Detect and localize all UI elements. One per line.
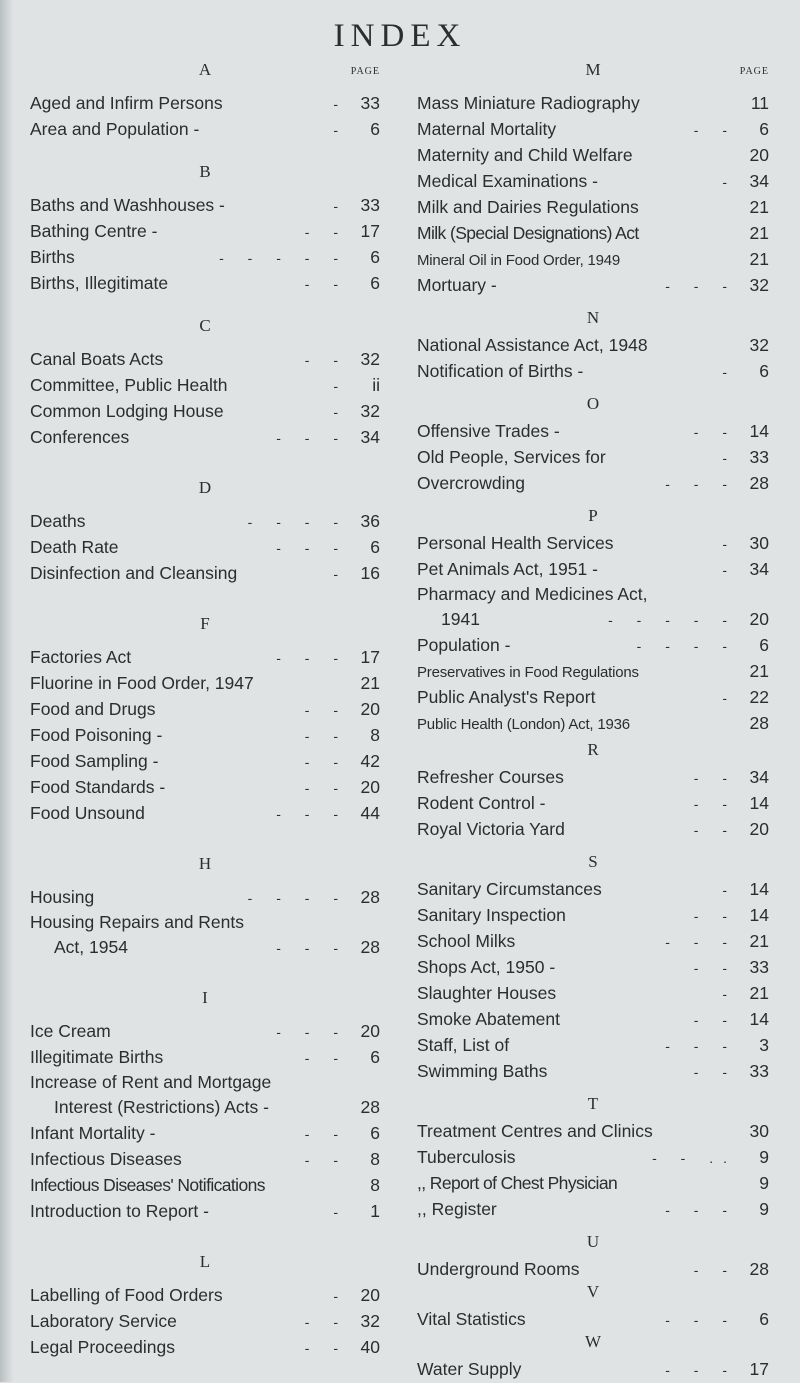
index-entry [417,1256,769,1282]
index-entry [30,1172,380,1198]
entry-leader: - [333,404,348,420]
entry-label: Death Rate [30,537,119,557]
entry-label: Mortuary - [417,275,497,295]
page-column-label: PAGE [739,66,769,77]
entry-label: Tuberculosis [417,1147,516,1167]
entry-leader: - [722,562,737,578]
entry-label: Royal Victoria Yard [417,819,565,839]
entry-label: Infectious Diseases [30,1149,182,1169]
section-letter: A [198,60,212,79]
index-entry [417,1170,769,1196]
entry-label: Medical Examinations - [417,171,598,191]
entry-leader: - - [304,1314,348,1330]
entry-label: National Assistance Act, 1948 [417,335,648,355]
entry-leader: - - - [665,1202,737,1218]
entry-label: Swimming Baths [417,1061,548,1081]
entry-label: Laboratory Service [30,1311,177,1331]
page-title: INDEX [333,18,467,54]
entry-leader: - - [304,1126,348,1142]
entry-leader: - - - [276,806,348,822]
entry-page: 11 [750,93,769,113]
index-entry [30,534,380,560]
section-letter-v: V [586,1282,600,1301]
section-letter-i: I [202,988,208,1007]
index-entry [30,508,380,534]
index-entry [30,1146,380,1172]
entry-page: 17 [749,1359,769,1379]
entry-leader: - - - - [247,890,348,906]
entry-page: 28 [360,937,380,957]
entry-leader: - - [693,424,737,440]
entry-page: 20 [749,145,769,165]
entry-page: 1 [370,1201,380,1221]
index-entry [30,90,380,116]
index-entry [417,1306,769,1332]
entry-leader: - - - [276,540,348,556]
entry-page: 6 [759,119,769,139]
entry-label: Milk and Dairies Regulations [417,197,639,217]
entry-page: 8 [370,1149,380,1169]
entry-label: Smoke Abatement [417,1009,560,1029]
entry-leader: - - [693,796,737,812]
section-letter-c: C [199,316,211,335]
entry-label: Population - [417,635,511,655]
entry-page: 8 [370,1175,380,1195]
index-entry [417,1196,769,1222]
entry-label: Mass Miniature Radiography [417,93,640,113]
entry-label: Refresher Courses [417,767,564,787]
index-entry [417,658,769,684]
entry-page: 33 [360,195,380,215]
index-entry [417,246,769,272]
index-entry [417,444,769,470]
index-entry [30,1334,380,1360]
entry-page: 6 [370,1123,380,1143]
entry-label: Offensive Trades - [417,421,560,441]
entry-page: 6 [370,247,380,267]
section-letter-p: P [588,506,598,525]
entry-page: 28 [749,713,769,733]
entry-leader: - - [304,276,348,292]
index-entry [30,1044,380,1070]
entry-label: ,, Register [417,1199,497,1219]
entry-leader: - [333,122,348,138]
entry-page: 20 [749,819,769,839]
entry-page: 32 [749,335,769,355]
entry-label: Vital Statistics [417,1309,526,1329]
index-entry [30,270,380,296]
right-column [417,60,769,1382]
entry-leader: - - - [276,430,348,446]
entry-label: Common Lodging House [30,401,224,421]
entry-label: School Milks [417,931,516,951]
index-entry [417,684,769,710]
index-entry [417,418,769,444]
entry-label: Ice Cream [30,1021,111,1041]
entry-leader: - - [304,1050,348,1066]
entry-leader: - - [693,1064,737,1080]
entry-label: Preservatives in Food Regulations [417,664,639,681]
entry-leader: - [722,536,737,552]
entry-label: Introduction to Report - [30,1201,209,1221]
entry-leader: - - - [665,1038,737,1054]
index-entry [417,928,769,954]
index-entry [30,1308,380,1334]
section-header-m [417,60,769,90]
entry-page: 17 [360,221,380,241]
entry-leader: - - [693,770,737,786]
entry-page: 33 [749,957,769,977]
index-entry [30,670,380,696]
entry-leader: - - [304,224,348,240]
entry-page: 32 [749,275,769,295]
index-entry [417,902,769,928]
entry-label: Illegitimate Births [30,1047,164,1067]
entry-label: Overcrowding [417,473,525,493]
index-entry [417,1356,769,1382]
entry-leader: - - [693,1012,737,1028]
index-entry [30,910,380,934]
entry-label: Sanitary Inspection [417,905,566,925]
entry-page: 20 [360,699,380,719]
section-letter-h: H [198,854,212,873]
entry-label: Interest (Restrictions) Acts - [54,1097,269,1117]
entry-leader: - - [693,908,737,924]
entry-leader: - - [304,352,348,368]
entry-label: Labelling of Food Orders [30,1285,223,1305]
entry-page: 30 [749,533,769,553]
entry-label: Deaths [30,511,86,531]
section-letter-w: W [584,1332,602,1351]
entry-label: Food Standards - [30,777,166,797]
index-entry [417,710,769,736]
index-entry [417,1144,769,1170]
index-entry [417,90,769,116]
entry-page: 14 [749,793,769,813]
entry-page: 14 [749,421,769,441]
index-entry [30,346,380,372]
entry-page: 6 [370,119,380,139]
entry-label: Food Unsound [30,803,145,823]
entry-label: Old People, Services for [417,447,606,467]
entry-label: Maternity and Child Welfare [417,145,633,165]
entry-leader: - - - [665,1312,737,1328]
entry-label: Rodent Control - [417,793,546,813]
entry-page: 21 [749,931,769,951]
entry-leader: - - - [665,278,737,294]
entry-label: Baths and Washhouses - [30,195,225,215]
entry-page: 33 [360,93,380,113]
section-letter-l: L [199,1252,211,1271]
entry-page: 34 [749,559,769,579]
index-entry [30,934,380,960]
index-entry [417,358,769,384]
index-entry [30,722,380,748]
entry-page: 44 [360,803,380,823]
index-entry [417,272,769,298]
entry-leader: - - - - - [219,250,348,266]
index-entry [30,748,380,774]
entry-label: Fluorine in Food Order, 1947 [30,673,254,693]
entry-page: 21 [749,983,769,1003]
page-spine-shadow [0,0,14,1382]
entry-label: Food Sampling - [30,751,159,771]
entry-label: Water Supply [417,1359,522,1379]
index-entry [30,1282,380,1308]
entry-page: 34 [749,767,769,787]
entry-label: Infant Mortality - [30,1123,156,1143]
entry-page: 28 [360,1097,380,1117]
entry-page: 6 [370,1047,380,1067]
entry-label: Committee, Public Health [30,375,228,395]
section-letter-n: N [586,308,600,327]
entry-page: 9 [759,1147,769,1167]
entry-label: Legal Proceedings [30,1337,175,1357]
entry-page: 17 [360,647,380,667]
index-entry [417,556,769,582]
entry-page: 21 [360,673,380,693]
section-letter: M [585,60,601,79]
entry-label: Food Poisoning - [30,725,163,745]
entry-label: Housing [30,887,95,907]
index-entry [30,1120,380,1146]
section-letter-t: T [587,1094,599,1113]
entry-leader: - - [693,122,737,138]
entry-page: 28 [749,473,769,493]
index-entry [417,632,769,658]
section-header-a [30,60,380,90]
entry-page: 28 [749,1259,769,1279]
entry-leader: - [333,566,348,582]
entry-page: 32 [360,401,380,421]
index-entry [30,774,380,800]
index-entry [30,372,380,398]
entry-leader: - - - [665,1362,737,1378]
entry-label: 1941 [441,609,480,629]
index-entry [417,470,769,496]
entry-page: 21 [749,249,769,269]
entry-label: Pharmacy and Medicines Act, [417,584,648,604]
entry-page: 6 [759,1309,769,1329]
index-entry [417,954,769,980]
index-entry [30,398,380,424]
entry-leader: - [333,378,348,394]
index-entry [30,1070,380,1094]
index-entry [30,424,380,450]
entry-label: Underground Rooms [417,1259,580,1279]
entry-page: 3 [759,1035,769,1055]
entry-label: Bathing Centre - [30,221,158,241]
index-entry [417,1058,769,1084]
entry-page: 6 [370,273,380,293]
entry-leader: - - .. [652,1150,737,1166]
section-letter-o: O [586,394,600,413]
entry-label: Food and Drugs [30,699,156,719]
index-entry [30,560,380,586]
entry-page: 36 [360,511,380,531]
entry-page: 8 [370,725,380,745]
index-entry [417,1032,769,1058]
entry-leader: - - [304,1152,348,1168]
entry-label: Slaughter Houses [417,983,557,1003]
entry-leader: - [333,96,348,112]
entry-leader: - - - - - [608,612,737,628]
entry-leader: - [722,174,737,190]
entry-label: Factories Act [30,647,132,667]
left-column [30,60,380,1360]
entry-leader: - [333,1204,348,1220]
index-entry [417,816,769,842]
entry-leader: - - - [276,650,348,666]
entry-page: 14 [749,905,769,925]
entry-page: 14 [749,1009,769,1029]
entry-leader: - - [304,780,348,796]
entry-leader: - [333,1288,348,1304]
entry-page: 22 [749,687,769,707]
entry-label: Mineral Oil in Food Order, 1949 [417,252,621,269]
entry-leader: - - [304,702,348,718]
index-entry [417,606,769,632]
entry-label: Notification of Births - [417,361,584,381]
entry-label: Infectious Diseases' Notifications [30,1175,265,1195]
section-letter-d: D [198,478,212,497]
index-entry [30,244,380,270]
entry-page: 6 [370,537,380,557]
entry-leader: - [722,450,737,466]
entry-page: 9 [759,1173,769,1193]
entry-label: Aged and Infirm Persons [30,93,223,113]
entry-page: 34 [360,427,380,447]
entry-page: 6 [759,635,769,655]
index-entry [417,980,769,1006]
entry-page: 20 [749,609,769,629]
entry-label: ,, Report of Chest Physician [417,1173,618,1193]
index-entry [417,116,769,142]
index-entry [30,644,380,670]
entry-leader: - - [304,728,348,744]
index-entry [417,530,769,556]
entry-leader: - - - [276,1024,348,1040]
index-entry [417,168,769,194]
entry-page: 20 [360,1021,380,1041]
entry-label: Housing Repairs and Rents [30,912,245,932]
entry-label: Conferences [30,427,130,447]
entry-page: 21 [749,197,769,217]
entry-page: 40 [360,1337,380,1357]
index-entry [30,192,380,218]
entry-label: Treatment Centres and Clinics [417,1121,653,1141]
section-letter-u: U [586,1232,600,1251]
index-entry [417,582,769,606]
entry-leader: - - - [276,940,348,956]
entry-label: Staff, List of [417,1035,510,1055]
entry-page: 20 [360,777,380,797]
index-entry [30,116,380,142]
entry-page: 30 [749,1121,769,1141]
entry-page: 42 [360,751,380,771]
entry-page: ii [372,375,380,395]
index-entry [417,142,769,168]
index-entry [30,1018,380,1044]
entry-leader: - [333,198,348,214]
entry-page: 34 [749,171,769,191]
entry-page: 6 [759,361,769,381]
entry-label: Canal Boats Acts [30,349,164,369]
entry-label: Act, 1954 [54,937,128,957]
index-entry [417,220,769,246]
entry-label: Increase of Rent and Mortgage [30,1072,272,1092]
entry-page: 28 [360,887,380,907]
entry-label: Milk (Special Designations) Act [417,223,639,243]
section-letter-f: F [200,614,210,633]
section-letter-s: S [588,852,598,871]
index-entry [417,1006,769,1032]
index-entry [30,884,380,910]
page-column-label: PAGE [350,66,380,77]
entry-page: 33 [749,447,769,467]
section-letter-r: R [587,740,599,759]
index-entry [417,1118,769,1144]
entry-page: 16 [360,563,380,583]
index-entry [30,800,380,826]
entry-leader: - [722,690,737,706]
entry-page: 32 [360,1311,380,1331]
index-entry [417,332,769,358]
entry-leader: - [722,364,737,380]
section-letter-b: B [199,162,211,181]
entry-leader: - - - [665,934,737,950]
entry-label: Births [30,247,75,267]
entry-label: Public Analyst's Report [417,687,596,707]
entry-label: Shops Act, 1950 - [417,957,556,977]
entry-leader: - - - - [247,514,348,530]
entry-leader: - - [693,1262,737,1278]
index-entry [417,194,769,220]
entry-leader: - [722,882,737,898]
index-entry [417,790,769,816]
index-entry [30,1198,380,1224]
entry-page: 32 [360,349,380,369]
entry-leader: - - [693,960,737,976]
entry-label: Sanitary Circumstances [417,879,602,899]
entry-label: Births, Illegitimate [30,273,169,293]
entry-leader: - - [304,754,348,770]
entry-leader: - - [304,1340,348,1356]
entry-leader: - - - - [636,638,737,654]
index-entry [417,764,769,790]
entry-label: Maternal Mortality [417,119,557,139]
entry-label: Personal Health Services [417,533,614,553]
entry-label: Public Health (London) Act, 1936 [417,716,630,733]
entry-leader: - - [693,822,737,838]
entry-page: 14 [749,879,769,899]
entry-page: 21 [749,661,769,681]
entry-label: Area and Population - [30,119,200,139]
entry-page: 21 [749,223,769,243]
index-entry [30,218,380,244]
index-entry [30,696,380,722]
entry-leader: - [722,986,737,1002]
entry-page: 9 [759,1199,769,1219]
index-entry [417,876,769,902]
entry-page: 20 [360,1285,380,1305]
index-entry [30,1094,380,1120]
entry-page: 33 [749,1061,769,1081]
entry-label: Disinfection and Cleansing [30,563,238,583]
entry-label: Pet Animals Act, 1951 - [417,559,598,579]
entry-leader: - - - [665,476,737,492]
